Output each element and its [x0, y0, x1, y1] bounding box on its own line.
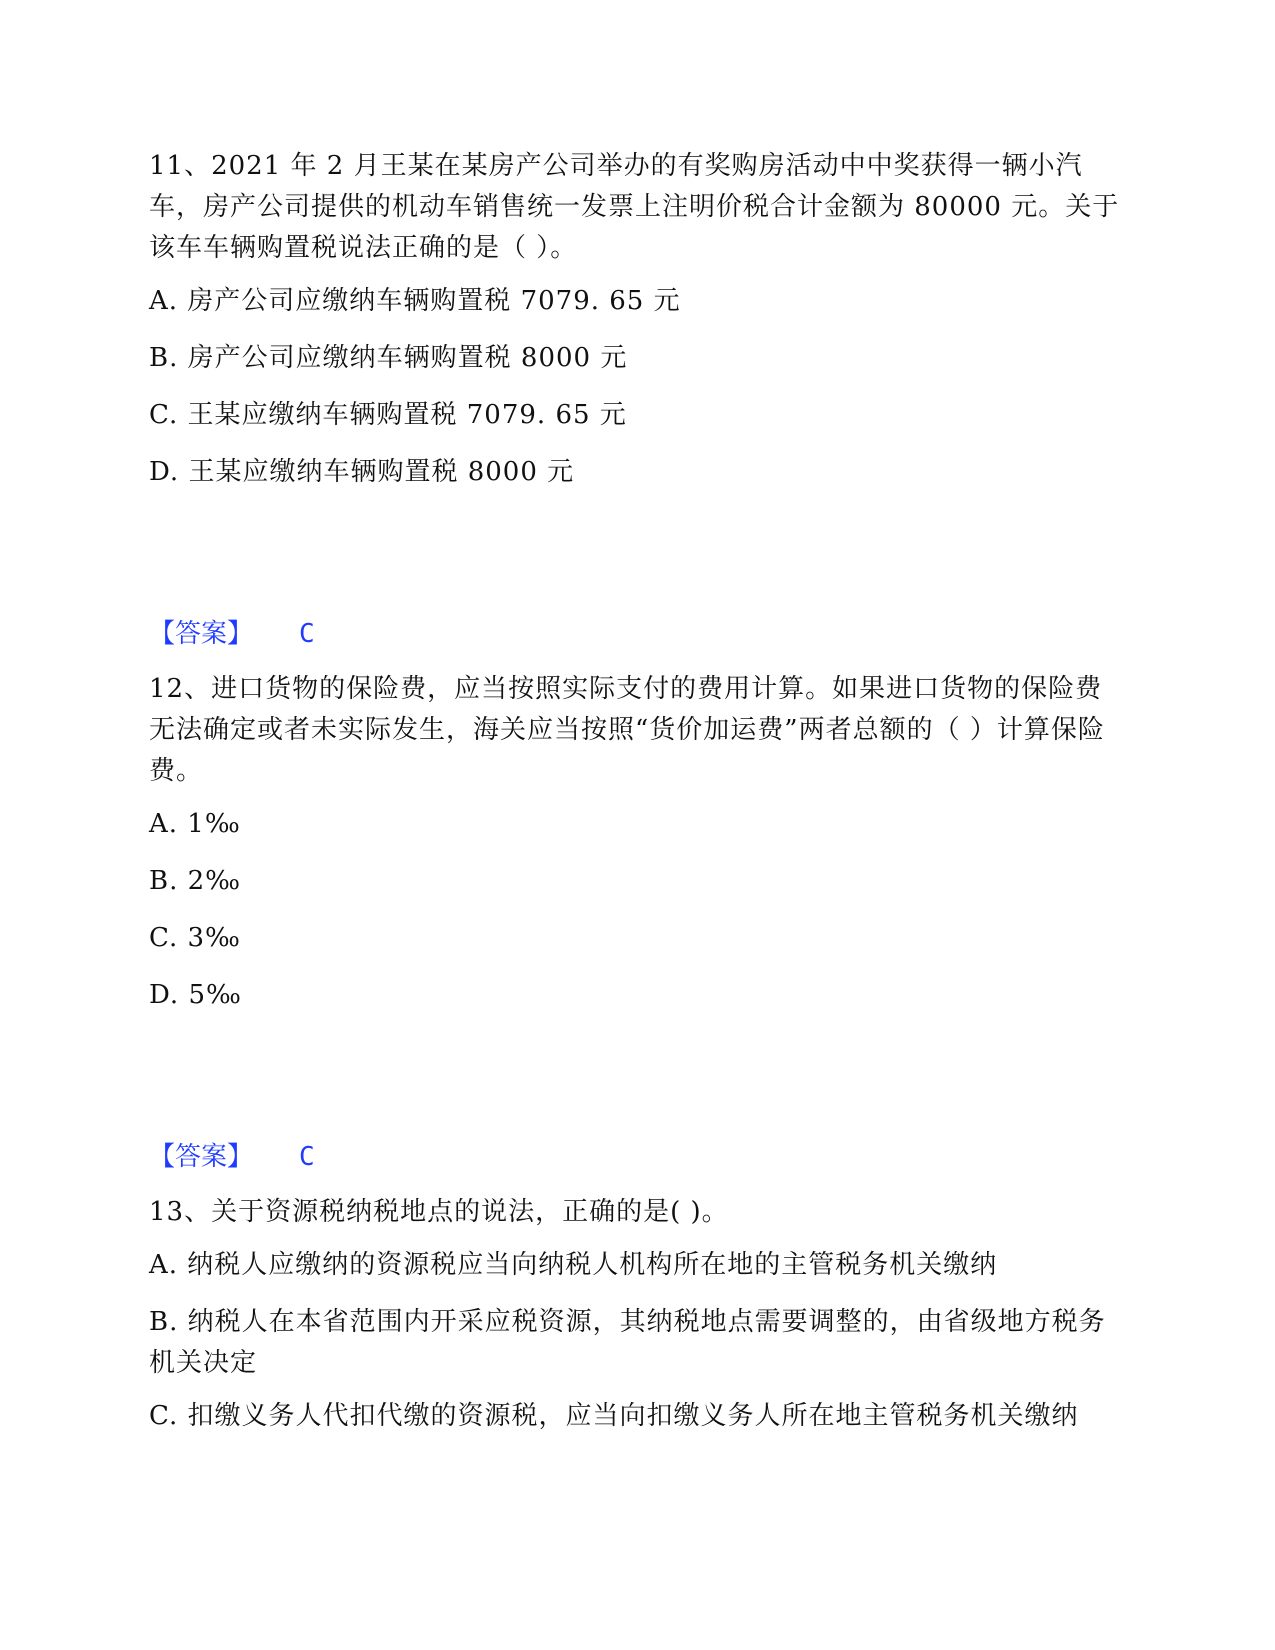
option-b: B. 2‰ [149, 866, 242, 896]
option-a: A. 1‰ [149, 809, 241, 839]
option-a: A. 纳税人应缴纳的资源税应当向纳税人机构所在地的主管税务机关缴纳 [149, 1250, 998, 1280]
answer-value: C [299, 1142, 315, 1172]
option-d: D. 王某应缴纳车辆购置税 8000 元 [149, 457, 575, 487]
spacer [149, 655, 1129, 669]
answer-label: 【答案】 [149, 1142, 254, 1172]
answer-line [149, 1137, 1129, 1178]
document-content [149, 146, 1129, 1449]
option-b: B. 纳税人在本省范围内开采应税资源，其纳税地点需要调整的，由省级地方税务机关决定 [149, 1307, 1106, 1378]
option-c: C. 扣缴义务人代扣代缴的资源税，应当向扣缴义务人所在地主管税务机关缴纳 [149, 1401, 1079, 1431]
option-b: B. 房产公司应缴纳车辆购置税 8000 元 [149, 343, 628, 373]
answer-label: 【答案】 [149, 619, 254, 649]
option-a: A. 房产公司应缴纳车辆购置税 7079. 65 元 [149, 286, 681, 316]
option-c: C. 3‰ [149, 923, 241, 953]
spacer [149, 509, 1129, 614]
question-stem: 13、关于资源税纳税地点的说法，正确的是( )。 [149, 1197, 729, 1227]
option-d: D. 5‰ [149, 980, 242, 1010]
spacer [149, 1178, 1129, 1192]
spacer [149, 1032, 1129, 1137]
question-stem: 12、进口货物的保险费，应当按照实际支付的费用计算。如果进口货物的保险费无法确定或者未实际发生，海关应当按照“货价加运费”两者总额的（ ）计算保险费。 [149, 674, 1105, 786]
question-12 [149, 669, 1129, 1016]
question-11 [149, 146, 1129, 493]
question-13 [149, 1192, 1129, 1437]
question-stem: 11、2021 年 2 月王某在某房产公司举办的有奖购房活动中中奖获得一辆小汽车，房产公司提供的机动车销售统一发票上注明价税合计金额为 80000 元。关于该车车辆购置税说法正确的是（ ）。 [149, 151, 1120, 263]
answer-value: C [299, 619, 315, 649]
answer-line [149, 614, 1129, 655]
option-c: C. 王某应缴纳车辆购置税 7079. 65 元 [149, 400, 627, 430]
